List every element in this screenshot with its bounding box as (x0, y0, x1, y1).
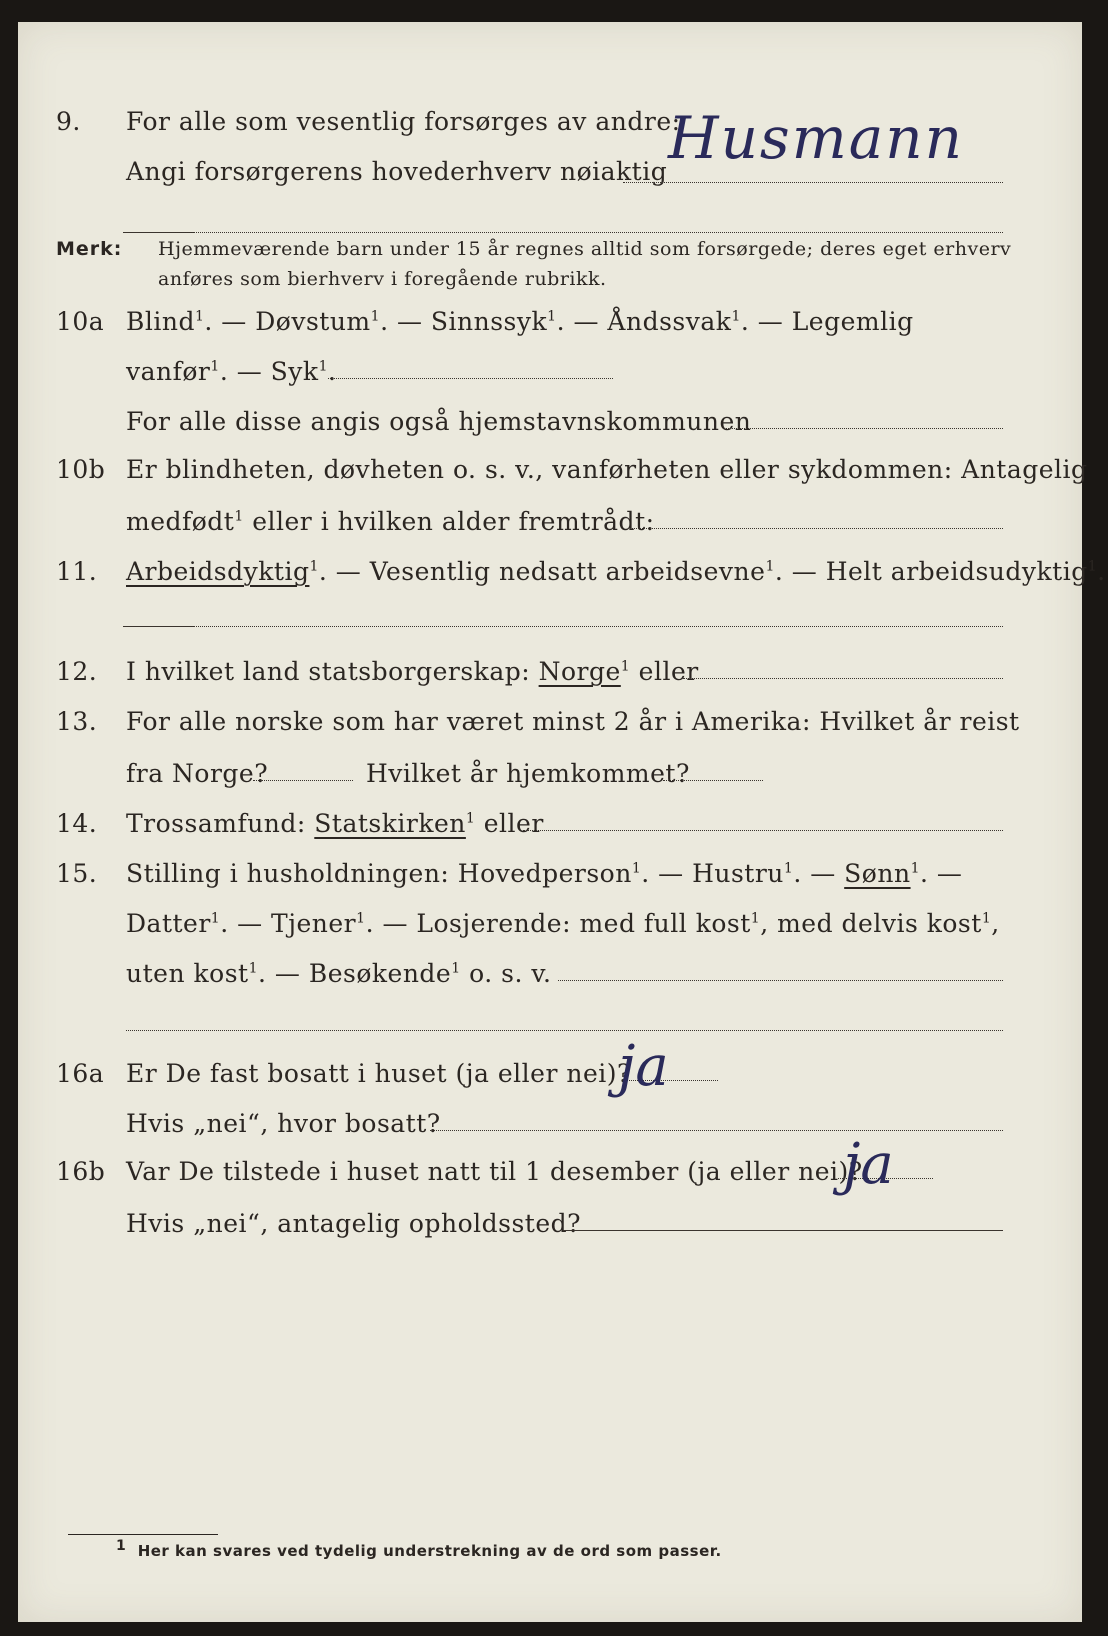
q10a-text1: Blind$^1$. — Døvstum$^1$. — Sinnssyk$^1$. — Åndssvak$^1$. — Legemlig (126, 307, 914, 336)
q14-answer-line (523, 830, 1003, 831)
q16b-text1: Var De tilstede i huset natt til 1 desember (ja eller nei)? (126, 1157, 863, 1186)
q13-text2b: Hvilket år hjemkommet? (366, 759, 690, 788)
q15-text1: Stilling i husholdningen: Hovedperson$^1$. — Hustru$^1$. — Sønn$^1$. — (126, 859, 963, 888)
q15-line3 (18, 954, 1082, 994)
q14-text1: Trossamfund: Statskirken$^1$ eller (126, 809, 544, 838)
q11-line1 (18, 552, 1106, 592)
merk-line2 (18, 264, 1082, 294)
q9-rule-a (123, 232, 193, 233)
q10b-text1: Er blindheten, døvheten o. s. v., vanførheten eller sykdommen: Antagelig (126, 455, 1088, 484)
merk-text1: Hjemmeværende barn under 15 år regnes alltid som forsørgede; deres eget erhverv (158, 238, 1012, 260)
q10b-number: 10b (56, 455, 106, 484)
q11-text1: Arbeidsdyktig$^1$. — Vesentlig nedsatt arbeidsevne$^1$. — Helt arbeidsudyktig$^1$. (126, 557, 1106, 586)
q16a-text1: Er De fast bosatt i huset (ja eller nei)? (126, 1059, 631, 1088)
q13-text1: For alle norske som har været minst 2 år i Amerika: Hvilket år reist (126, 707, 1020, 736)
q15-text2: Datter$^1$. — Tjener$^1$. — Losjerende: med full kost$^1$, med delvis kost$^1$, (126, 909, 1000, 938)
q16a-answer-handwritten: ja (618, 1034, 669, 1099)
q14-number: 14. (56, 809, 98, 838)
q10b-answer-line (628, 528, 1003, 529)
q9-rule-b (193, 232, 1003, 233)
q11-rule-a (123, 626, 193, 627)
q10a-text3: For alle disse angis også hjemstavnskommunen (126, 407, 752, 436)
q16a-line1 (18, 1054, 1082, 1094)
q10a-line2 (18, 352, 1082, 392)
q10b-text2: medfødt$^1$ eller i hvilken alder fremtrådt: (126, 507, 655, 536)
merk-text2: anføres som bierhverv i foregående rubrikk. (158, 268, 607, 290)
q11-selected-option: Arbeidsdyktig (126, 557, 310, 586)
q13-line2 (18, 754, 1082, 794)
q12-text1: I hvilket land statsborgerskap: Norge$^1$ eller (126, 657, 699, 686)
q16a-line2 (18, 1104, 1082, 1144)
q16b-line2 (18, 1204, 1082, 1244)
q13-hjemkommet-line (663, 780, 763, 781)
q12-selected-option: Norge (538, 657, 621, 686)
q12-line1 (18, 652, 1082, 692)
q15-selected-option: Sønn (844, 859, 911, 888)
q9-number: 9. (56, 107, 81, 136)
q15-line2 (18, 904, 1082, 944)
q11-number: 11. (56, 557, 98, 586)
form-page (18, 22, 1106, 1622)
q14-selected-option: Statskirken (314, 809, 466, 838)
q16a-bosatt-line (430, 1130, 1003, 1131)
q15-answer-line (558, 980, 1003, 981)
q15-line1 (18, 854, 1082, 894)
footnote-text: Her kan svares ved tydelig understrekning av de ord som passer. (137, 1542, 722, 1560)
q10a-number: 10a (56, 307, 105, 336)
q16a-number: 16a (56, 1059, 105, 1088)
footnote (116, 1538, 722, 1560)
q9-answer-line (623, 182, 1003, 183)
q14-line1 (18, 804, 1082, 844)
q9-text1: For alle som vesentlig forsørges av andre: (126, 107, 681, 136)
q11-rule-b (193, 626, 1003, 627)
q12-answer-line (683, 678, 1003, 679)
q10a-kommune-line (723, 428, 1003, 429)
merk-line1 (18, 234, 1082, 264)
q16b-answer-handwritten: ja (843, 1132, 894, 1197)
q16b-line1 (18, 1152, 1082, 1192)
q13-line1 (18, 702, 1082, 742)
footnote-rule (68, 1534, 218, 1535)
q10b-line2 (18, 502, 1082, 542)
q15-text3: uten kost$^1$. — Besøkende$^1$ o. s. v. (126, 959, 552, 988)
q10a-line3 (18, 402, 1082, 442)
q10a-text2: vanfør$^1$. — Syk$^1$. (126, 357, 337, 386)
q15-number: 15. (56, 859, 98, 888)
q16a-text2: Hvis „nei“, hvor bosatt? (126, 1109, 441, 1138)
q9-text2: Angi forsørgerens hovederhverv nøiaktig (126, 157, 668, 186)
q10b-line1 (18, 450, 1088, 490)
q12-number: 12. (56, 657, 98, 686)
q16b-opphold-line (563, 1230, 1003, 1231)
merk-label: Merk: (56, 238, 123, 260)
footnote-marker: 1 (116, 1538, 127, 1554)
q10a-syk-line (328, 378, 613, 379)
q13-number: 13. (56, 707, 98, 736)
q10a-line1 (18, 302, 1082, 342)
q16b-number: 16b (56, 1157, 106, 1186)
q16b-text2: Hvis „nei“, antagelig opholdssted? (126, 1209, 582, 1238)
q15-rule (126, 1030, 1003, 1031)
q9-answer-handwritten: Husmann (668, 104, 964, 172)
q13-reist-line (253, 780, 353, 781)
q13-text2a: fra Norge? (126, 759, 269, 788)
